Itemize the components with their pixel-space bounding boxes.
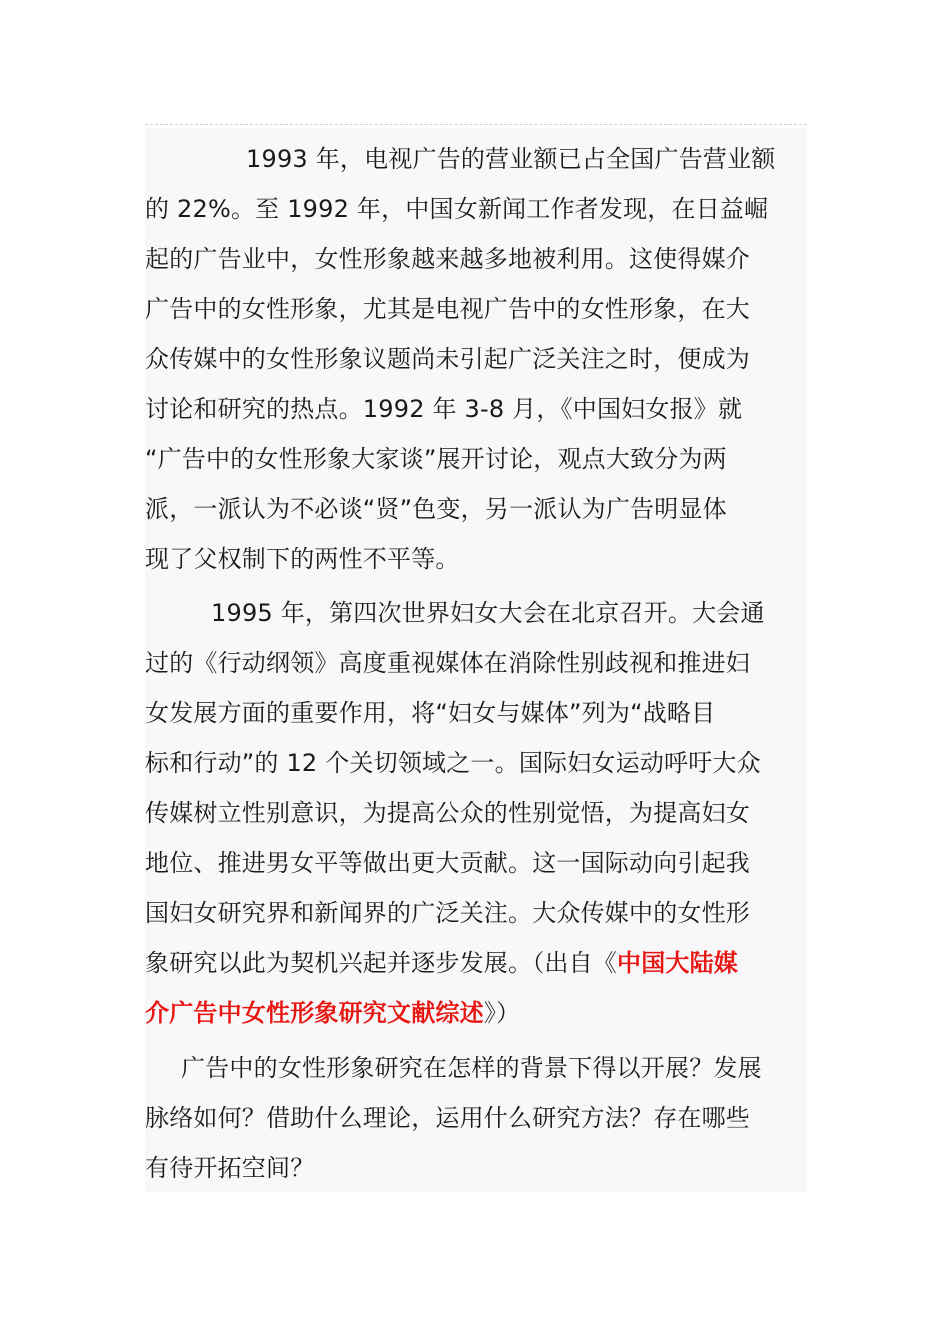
text-line: 脉络如何？借助什么理论，运用什么研究方法？存在哪些 — [145, 1104, 750, 1132]
text-line: 派，一派认为不必谈“贤”色变，另一派认为广告明显体 — [145, 495, 727, 523]
text-line: 地位、推进男女平等做出更大贡献。这一国际动向引起我 — [145, 849, 750, 877]
text-line: 传媒树立性别意识，为提高公众的性别觉悟，为提高妇女 — [145, 799, 750, 827]
paragraph-2 — [145, 588, 807, 1038]
citation-title-part-1: 中国大陆媒 — [617, 949, 738, 977]
text-line: 1995 年，第四次世界妇女大会在北京召开。大会通 — [211, 599, 765, 627]
text-line: 广告中的女性形象研究在怎样的背景下得以开展？发展 — [181, 1054, 762, 1082]
document-body — [145, 128, 807, 1192]
paragraph-3 — [145, 1043, 807, 1193]
text-line — [145, 938, 807, 988]
citation-close: 》） — [483, 999, 521, 1027]
text-line: 国妇女研究界和新闻界的广泛关注。大众传媒中的女性形 — [145, 899, 750, 927]
text-line: 现了父权制下的两性不平等。 — [145, 545, 460, 573]
text-line: 众传媒中的女性形象议题尚未引起广泛关注之时，便成为 — [145, 345, 750, 373]
text-line: 广告中的女性形象，尤其是电视广告中的女性形象，在大 — [145, 295, 750, 323]
page-header-rule — [145, 124, 807, 125]
text-line: 1993 年，电视广告的营业额已占全国广告营业额 — [246, 145, 776, 173]
text-line: 标和行动”的 12 个关切领域之一。国际妇女运动呼吁大众 — [145, 749, 761, 777]
text-line: 女发展方面的重要作用，将“妇女与媒体”列为“战略目 — [145, 699, 716, 727]
citation-lead-in: 象研究以此为契机兴起并逐步发展。（出自《 — [145, 949, 617, 977]
citation-title-part-2: 介广告中女性形象研究文献综述 — [145, 999, 484, 1027]
text-line: “广告中的女性形象大家谈”展开讨论，观点大致分为两 — [145, 445, 727, 473]
text-line — [145, 988, 807, 1038]
text-line: 有待开拓空间？ — [145, 1154, 315, 1182]
text-line: 起的广告业中，女性形象越来越多地被利用。这使得媒介 — [145, 245, 750, 273]
text-line: 的 22%。至 1992 年，中国女新闻工作者发现，在日益崛 — [145, 195, 769, 223]
text-line: 过的《行动纲领》高度重视媒体在消除性别歧视和推进妇 — [145, 649, 750, 677]
text-line: 讨论和研究的热点。1992 年 3-8 月，《中国妇女报》就 — [145, 395, 743, 423]
paragraph-1 — [145, 134, 807, 584]
